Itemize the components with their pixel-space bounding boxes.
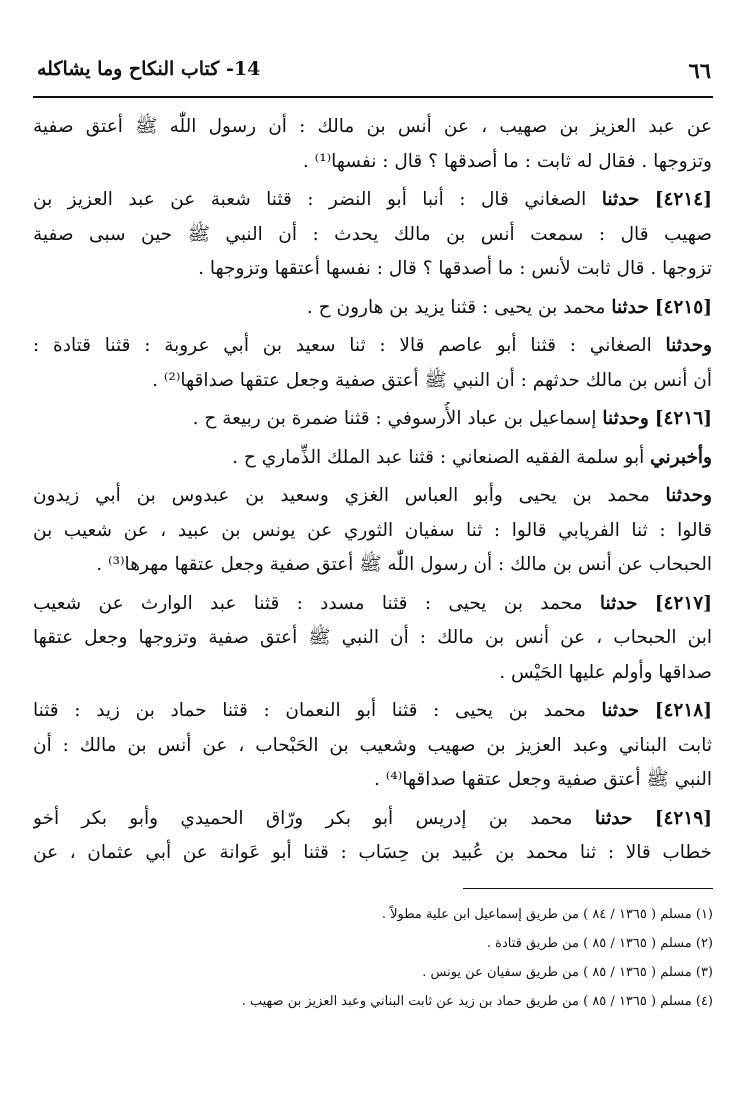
narration-lead: حدثنا: [611, 296, 649, 318]
header-divider: [33, 96, 713, 98]
chapter-title: 14- كتاب النكاح وما يشاكله: [37, 58, 261, 80]
text-line: [33, 587, 712, 622]
narration-lead: وحدثنا: [602, 408, 649, 429]
line-text: محمد بن يحيى : قثنا أبو النعمان : قثنا حماد بن زيد : قثنا: [33, 700, 586, 721]
footnote: (٢) مسلم ( ١٣٦٥ / ٨٥ ) من طريق قتادة .: [486, 936, 713, 951]
line-text: النبي ﷺ أعتق صفية وجعل عتقها صداقها⁽⁴⁾ .: [373, 769, 712, 790]
hadith-number: [٤٢١٧]: [654, 592, 712, 614]
footnote: (٣) مسلم ( ١٣٦٥ / ٨٥ ) من طريق سفيان عن يونس .: [422, 965, 713, 980]
hadith-number: [٤٢١٤]: [654, 189, 712, 210]
text-line: [33, 802, 712, 837]
hadith-number: [٤٢١٨]: [654, 700, 712, 721]
hadith-number: [٤٢١٩]: [654, 807, 712, 829]
narration-lead: حدثنا: [601, 189, 640, 210]
line-text: قالوا : ثنا الفريابي قالوا : ثنا سفيان الثوري عن يونس بن عبيد ، عن شعيب بن: [33, 519, 712, 541]
text-line: [33, 145, 712, 180]
line-text: الحبحاب عن أنس بن مالك : أن رسول اللّٰه ﷺ أعتق صفية وجعل عتقها مهرها⁽³⁾ .: [96, 554, 712, 575]
page-number: ٦٦: [688, 58, 711, 83]
text-line: [33, 329, 712, 364]
text-line: [33, 548, 712, 583]
footnote-divider: [463, 888, 713, 889]
line-text: ثابت البناني وعبد العزيز بن صهيب وشعيب بن الحَبْحاب ، عن أنس بن مالك : أن: [33, 734, 712, 756]
text-line: [33, 763, 712, 798]
hadith-number: [٤٢١٥]: [654, 296, 712, 318]
text-line: [33, 729, 712, 764]
footnotes: [33, 900, 713, 1016]
line-text: تزوجها . قال ثابت لأنس : ما أصدقها ؟ قال : نفسها أعتقها وتزوجها .: [198, 258, 712, 279]
text-line: [33, 836, 712, 871]
narration-lead: حدثنا: [594, 807, 633, 829]
narration-lead: حدثنا: [599, 592, 638, 614]
line-text: أن أنس بن مالك حدثهم : أن النبي ﷺ أعتق صفية وجعل عتقها صداقها⁽²⁾ .: [152, 369, 712, 391]
line-text: محمد بن يحيى : قثنا يزيد بن هارون ح .: [306, 296, 606, 318]
text-line: [33, 364, 712, 399]
line-text: محمد بن إدريس أبو بكر ورّاق الحميدي وأبو بكر أخو: [33, 807, 573, 829]
text-line: [33, 479, 712, 514]
footnote: (٤) مسلم ( ١٣٦٥ / ٨٥ ) من طريق حماد بن زيد عن ثابت البناني وعبد العزيز بن صهيب .: [241, 994, 713, 1009]
line-text: عن عبد العزيز بن صهيب ، عن أنس بن مالك : أن رسول اللّٰه ﷺ أعتق صفية: [33, 116, 712, 137]
text-line: [33, 694, 712, 729]
line-text: صداقها وأولم عليها الحَيْس .: [499, 661, 712, 683]
text-line: [33, 514, 712, 549]
page-header: [33, 52, 713, 92]
hadith-text: [33, 110, 712, 871]
line-text: محمد بن يحيى وأبو العباس الغزي وسعيد بن عبدوس بن أبي زيدون: [33, 485, 650, 506]
line-text: إسماعيل بن عباد الأُرسوفي : قثنا ضمرة بن ربيعة ح .: [192, 408, 597, 429]
text-line: [33, 183, 712, 218]
text-line: [33, 656, 712, 691]
text-line: [33, 110, 712, 145]
line-text: محمد بن يحيى : قثنا مسدد : قثنا عبد الوارث عن شعيب: [33, 592, 583, 614]
text-line: [33, 441, 712, 476]
line-text: خطاب قالا : ثنا محمد بن عُبيد بن حِسَاب : قثنا أبو عَوانة عن أبي عثمان ، عن: [33, 842, 712, 863]
narration-lead: وحدثنا: [665, 335, 712, 356]
line-text: الصغاني قال : أنبا أبو النضر : قثنا شعبة عن عبد العزيز بن: [33, 189, 587, 210]
hadith-number: [٤٢١٦]: [654, 408, 712, 429]
narration-lead: وأخبرني: [650, 446, 712, 468]
line-text: ابن الحبحاب ، عن أنس بن مالك : أن النبي ﷺ أعتق صفية وتزوجها وجعل عتقها: [33, 627, 712, 648]
text-line: [33, 252, 712, 287]
line-text: الصغاني : قثنا أبو عاصم قالا : ثنا سعيد بن أبي عروبة : قثنا قتادة :: [33, 335, 652, 356]
line-text: أبو سلمة الفقيه الصنعاني : قثنا عبد الملك الذِّماري ح .: [232, 446, 645, 468]
line-text: وتزوجها . فقال له ثابت : ما أصدقها ؟ قال : نفسها⁽¹⁾ .: [302, 150, 712, 172]
text-line: [33, 218, 712, 253]
line-text: صهيب قال : سمعت أنس بن مالك يحدث : أن النبي ﷺ حين سبى صفية: [33, 223, 712, 245]
narration-lead: وحدثنا: [665, 485, 712, 506]
narration-lead: حدثنا: [601, 700, 640, 721]
text-line: [33, 291, 712, 326]
text-line: [33, 621, 712, 656]
text-line: [33, 402, 712, 437]
footnote: (١) مسلم ( ١٣٦٥ / ٨٤ ) من طريق إسماعيل ابن علية مطولاً .: [381, 907, 713, 922]
